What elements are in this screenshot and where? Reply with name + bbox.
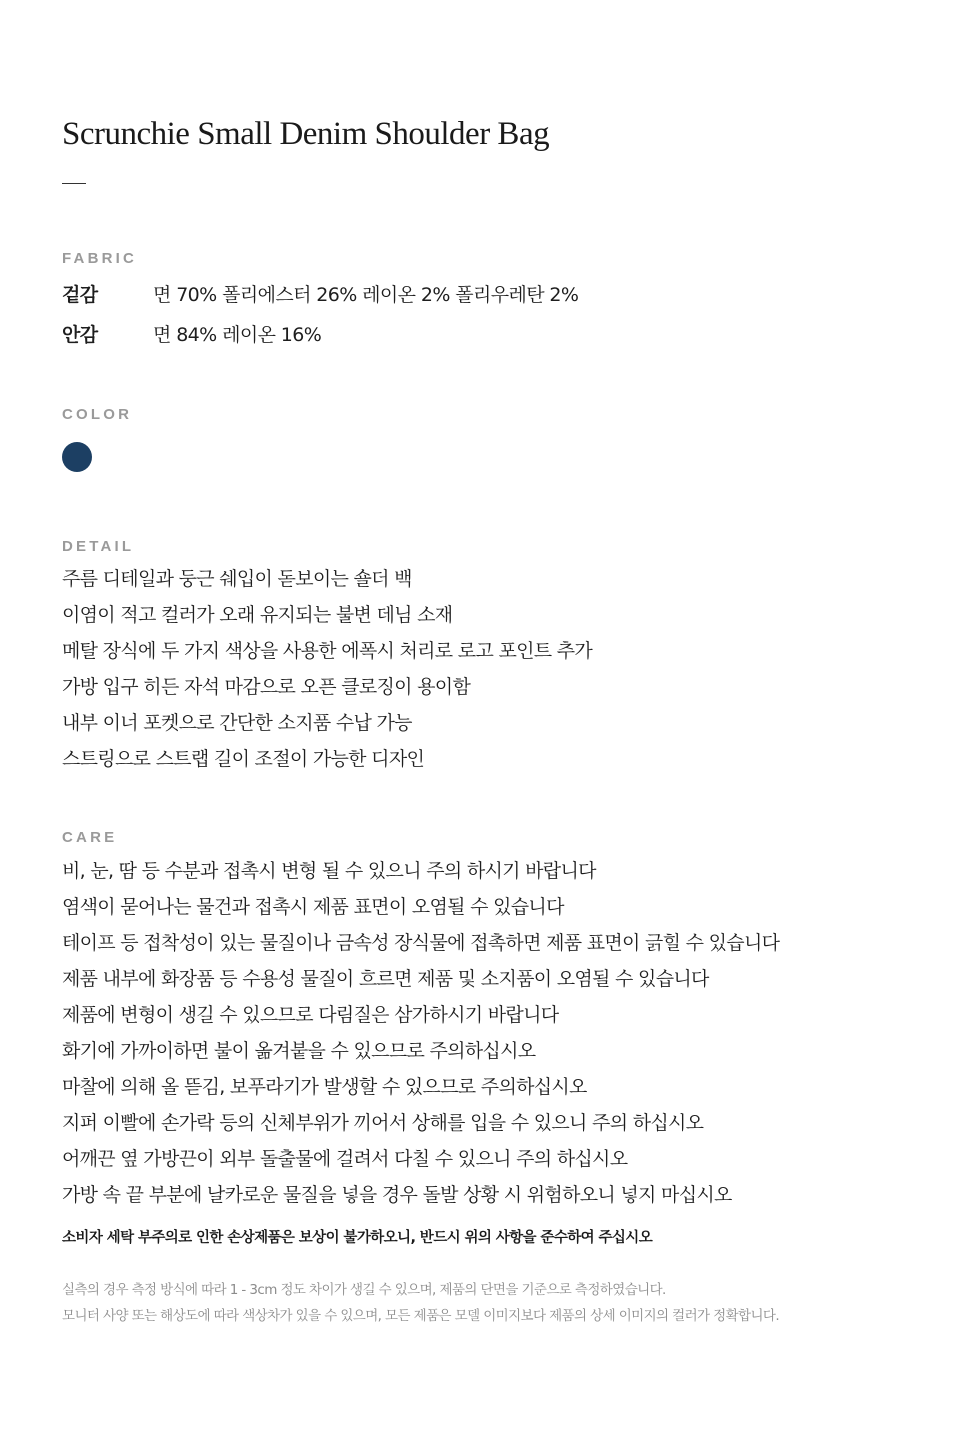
care-section-label: CARE <box>62 829 118 846</box>
care-line: 어깨끈 옆 가방끈이 외부 돌출물에 걸려서 다칠 수 있으니 주의 하십시오 <box>62 1148 628 1170</box>
care-line: 제품에 변형이 생길 수 있으므로 다림질은 삼가하시기 바랍니다 <box>62 1004 559 1026</box>
care-line: 테이프 등 접착성이 있는 물질이나 금속성 장식물에 접촉하면 제품 표면이 긁힐 수 있습니다 <box>62 932 780 954</box>
detail-list <box>62 561 592 777</box>
fabric-value: 면 84% 레이온 16% <box>153 324 322 346</box>
fabric-section-label: FABRIC <box>62 250 138 267</box>
care-notice: 소비자 세탁 부주의로 인한 손상제품은 보상이 불가하오니, 반드시 위의 사항을 준수하여 주십시오 <box>62 1230 653 1246</box>
title-divider <box>62 183 86 184</box>
care-line: 비, 눈, 땀 등 수분과 접촉시 변형 될 수 있으니 주의 하시기 바랍니다 <box>62 860 596 882</box>
detail-line: 내부 이너 포켓으로 간단한 소지품 수납 가능 <box>62 712 412 734</box>
care-line: 마찰에 의해 올 뜯김, 보푸라기가 발생할 수 있으므로 주의하십시오 <box>62 1076 587 1098</box>
footnote-list <box>62 1277 779 1329</box>
care-line: 지퍼 이빨에 손가락 등의 신체부위가 끼어서 상해를 입을 수 있으니 주의 하십시오 <box>62 1112 704 1134</box>
footnote-line: 실측의 경우 측정 방식에 따라 1 - 3cm 정도 차이가 생길 수 있으며, 제품의 단면을 기준으로 측정하였습니다. <box>62 1282 666 1298</box>
color-section-label: COLOR <box>62 406 133 423</box>
fabric-key: 겉감 <box>62 284 98 306</box>
footnote-line: 모니터 사양 또는 해상도에 따라 색상차가 있을 수 있으며, 모든 제품은 모델 이미지보다 제품의 상세 이미지의 컬러가 정확합니다. <box>62 1308 780 1324</box>
detail-section-label: DETAIL <box>62 538 135 555</box>
detail-line: 스트링으로 스트랩 길이 조절이 가능한 디자인 <box>62 748 425 770</box>
fabric-value: 면 70% 폴리에스터 26% 레이온 2% 폴리우레탄 2% <box>153 284 579 306</box>
care-list <box>62 853 779 1213</box>
detail-line: 메탈 장식에 두 가지 색상을 사용한 에폭시 처리로 로고 포인트 추가 <box>62 640 593 662</box>
care-line: 화기에 가까이하면 불이 옮겨붙을 수 있으므로 주의하십시오 <box>62 1040 536 1062</box>
care-line: 가방 속 끝 부분에 날카로운 물질을 넣을 경우 돌발 상황 시 위험하오니 넣지 마십시오 <box>62 1184 732 1206</box>
detail-line: 주름 디테일과 둥근 쉐입이 돋보이는 숄더 백 <box>62 568 412 590</box>
detail-line: 가방 입구 히든 자석 마감으로 오픈 클로징이 용이함 <box>62 676 471 698</box>
fabric-key: 안감 <box>62 324 98 346</box>
detail-line: 이염이 적고 컬러가 오래 유지되는 불변 데님 소재 <box>62 604 453 626</box>
product-title: Scrunchie Small Denim Shoulder Bag <box>62 116 550 152</box>
care-line: 염색이 묻어나는 물건과 접촉시 제품 표면이 오염될 수 있습니다 <box>62 896 564 918</box>
care-line: 제품 내부에 화장품 등 수용성 물질이 흐르면 제품 및 소지품이 오염될 수 있습니다 <box>62 968 709 990</box>
color-swatch[interactable] <box>62 442 92 472</box>
